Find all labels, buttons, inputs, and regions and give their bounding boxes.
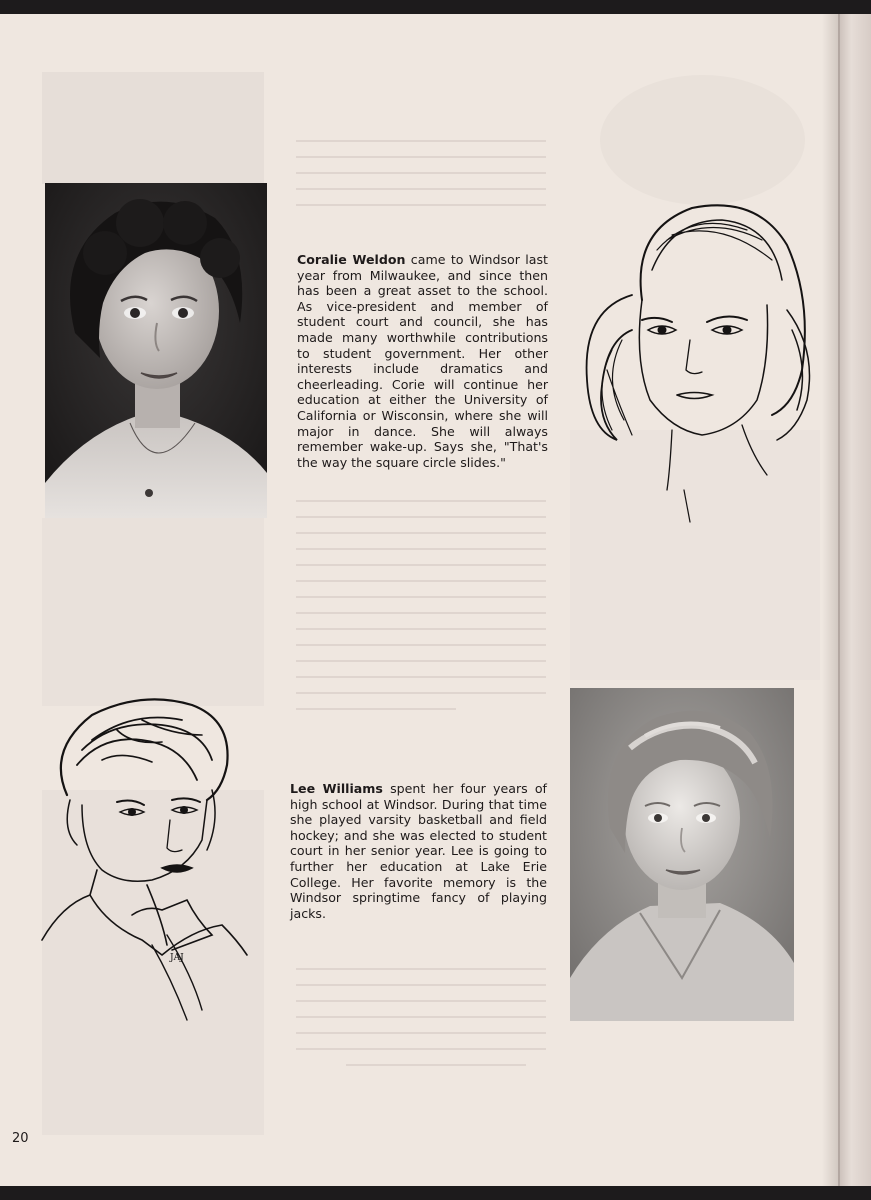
show-through-line: [296, 660, 546, 662]
sketch-initials: JAJ: [170, 953, 184, 963]
show-through-line: [296, 676, 546, 678]
show-through-line: [296, 968, 546, 970]
show-through-line: [296, 644, 546, 646]
show-through-line: [296, 692, 546, 694]
show-through-line: [296, 564, 546, 566]
student-name: Lee Williams: [290, 781, 383, 796]
show-through-line: [296, 1000, 546, 1002]
show-through-line: [296, 596, 546, 598]
page-gutter-shadow: [822, 14, 840, 1186]
show-through-line: [296, 1032, 546, 1034]
show-through-line: [346, 1064, 526, 1066]
portrait-photo-coralie-weldon: [45, 183, 267, 518]
show-through-block: [42, 72, 264, 184]
portrait-photo-lee-williams: [570, 688, 794, 1021]
show-through-line: [296, 580, 546, 582]
show-through-line: [296, 984, 546, 986]
show-through-line: [296, 532, 546, 534]
show-through-block: [42, 518, 264, 706]
bio-lee-williams: [290, 781, 547, 921]
pen-sketch-portrait: [22, 690, 252, 1030]
show-through-line: [296, 548, 546, 550]
show-through-line: [296, 628, 546, 630]
show-through-block: [600, 75, 805, 205]
show-through-line: [296, 204, 546, 206]
bio-text: came to Windsor last year from Milwaukee, and since then has been a great asset to the school. As vice-president and member of student court and council, she has made many worthwhile contributions to student government. Her other interests include dramatics and cheerleading. Corie will continue her education at either the University of California or Wisconsin, where she will major in dance. She will always remember wake-up. Says she, "That's the way the square circle slides.": [297, 252, 548, 470]
show-through-line: [296, 172, 546, 174]
student-name: Coralie Weldon: [297, 252, 406, 267]
bio-coralie-weldon: [297, 252, 548, 470]
show-through-line: [296, 188, 546, 190]
show-through-line: [296, 500, 546, 502]
bio-text: spent her four years of high school at Windsor. During that time she played varsity basketball and field hockey; and she was elected to student court in her senior year. Lee is going to further her education at Lake Erie College. Her favorite memory is the Windsor springtime fancy of playing jacks.: [290, 781, 547, 921]
book-spine: [838, 14, 871, 1186]
show-through-line: [296, 612, 546, 614]
pen-sketch-portrait: [572, 190, 820, 525]
page-number: 20: [12, 1131, 29, 1146]
show-through-line: [296, 708, 456, 710]
show-through-line: [296, 516, 546, 518]
show-through-line: [296, 1048, 546, 1050]
show-through-line: [296, 140, 546, 142]
show-through-line: [296, 156, 546, 158]
show-through-line: [296, 1016, 546, 1018]
